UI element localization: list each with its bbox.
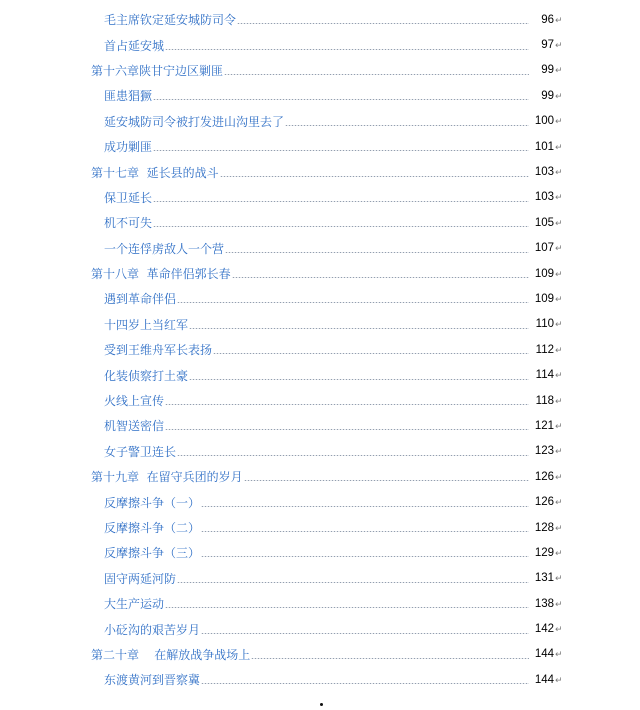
paragraph-mark-icon: ↵ <box>555 472 563 483</box>
toc-entry-section[interactable] <box>0 236 640 261</box>
toc-page-number: 126 <box>534 470 554 483</box>
toc-title: 一个连俘虏敌人一个营 <box>104 241 225 256</box>
paragraph-mark-icon: ↵ <box>555 91 563 102</box>
toc-title: 反摩擦斗争（三） <box>104 546 201 561</box>
paragraph-mark-icon: ↵ <box>555 675 563 686</box>
toc-entry-section[interactable] <box>0 210 640 235</box>
toc-entry-section[interactable] <box>0 388 640 413</box>
toc-title: 第十七章 延长县的战斗 <box>91 165 219 180</box>
toc-page-number: 138 <box>534 597 554 610</box>
dot-leader <box>153 99 529 100</box>
toc-entry-chapter[interactable] <box>0 261 640 286</box>
toc-title: 延安城防司令被打发进山沟里去了 <box>104 114 285 129</box>
dot-leader <box>224 74 529 75</box>
toc-page-number: 96 <box>541 13 554 26</box>
paragraph-mark-icon: ↵ <box>555 15 563 26</box>
toc-title: 保卫延长 <box>104 190 153 205</box>
toc-entry-section[interactable] <box>0 185 640 210</box>
dot-leader <box>201 506 529 507</box>
toc-entry-section[interactable] <box>0 591 640 616</box>
toc-page-number: 99 <box>541 89 554 102</box>
table-of-contents <box>0 7 640 693</box>
paragraph-mark-icon: ↵ <box>555 66 563 77</box>
dot-leader <box>165 404 529 405</box>
toc-title: 第十八章 革命伴侣郭长春 <box>91 267 231 282</box>
toc-title: 火线上宣传 <box>104 394 165 409</box>
toc-entry-section[interactable] <box>0 83 640 108</box>
toc-entry-section[interactable] <box>0 515 640 540</box>
toc-title: 反摩擦斗争（二） <box>104 521 201 535</box>
toc-entry-section[interactable] <box>0 489 640 514</box>
toc-title: 毛主席钦定延安城防司令 <box>104 13 237 28</box>
toc-page-number: 128 <box>534 521 554 534</box>
toc-page-number: 121 <box>534 419 554 432</box>
toc-entry-section[interactable] <box>0 134 640 159</box>
paragraph-mark-icon: ↵ <box>555 371 563 382</box>
toc-title: 第十六章陕甘宁边区剿匪 <box>91 63 224 78</box>
toc-title: 机不可失 <box>104 216 153 231</box>
paragraph-mark-icon: ↵ <box>555 396 563 407</box>
toc-entry-section[interactable] <box>0 362 640 387</box>
toc-entry-section[interactable] <box>0 439 640 464</box>
toc-entry-chapter[interactable] <box>0 464 640 489</box>
dot-leader <box>237 23 529 24</box>
toc-title: 大生产运动 <box>104 597 165 612</box>
toc-entry-section[interactable] <box>0 413 640 438</box>
paragraph-mark-icon: ↵ <box>555 269 563 280</box>
toc-page-number: 109 <box>534 292 554 305</box>
toc-page-number: 107 <box>534 242 554 255</box>
toc-title: 成功剿匪 <box>104 140 153 155</box>
toc-title: 首占延安城 <box>104 38 165 53</box>
toc-title: 匪患猖獗 <box>104 89 153 104</box>
toc-entry-section[interactable] <box>0 667 640 692</box>
toc-entry-section[interactable] <box>0 109 640 134</box>
paragraph-mark-icon: ↵ <box>555 193 563 204</box>
dot-leader <box>189 328 529 329</box>
toc-entry-section[interactable] <box>0 616 640 641</box>
toc-entry-chapter[interactable] <box>0 159 640 184</box>
toc-entry-section[interactable] <box>0 286 640 311</box>
paragraph-mark-icon: ↵ <box>555 320 563 331</box>
toc-page-number: 103 <box>534 191 554 204</box>
toc-page-number: 103 <box>534 166 554 179</box>
dot-leader <box>153 201 529 202</box>
dot-leader <box>244 480 529 481</box>
dot-leader <box>165 429 529 430</box>
dot-leader <box>189 379 529 380</box>
toc-page-number: 123 <box>534 445 554 458</box>
dot-leader <box>177 302 529 303</box>
dot-leader <box>220 176 529 177</box>
toc-page-number: 114 <box>535 369 554 382</box>
paragraph-mark-icon: ↵ <box>555 599 563 610</box>
toc-title: 小砭沟的艰苦岁月 <box>104 622 201 637</box>
toc-page-number: 99 <box>541 64 554 77</box>
paragraph-mark-icon: ↵ <box>555 142 563 153</box>
toc-page-number: 109 <box>534 267 554 280</box>
toc-page-number: 97 <box>541 39 554 52</box>
toc-page-number: 100 <box>534 115 554 128</box>
toc-title: 固守两延河防 <box>104 571 177 586</box>
toc-title: 第二十章 在解放战争战场上 <box>91 647 251 662</box>
page-bottom-dot <box>320 703 323 706</box>
paragraph-mark-icon: ↵ <box>555 345 563 356</box>
toc-page-number: 142 <box>534 623 554 636</box>
dot-leader <box>165 607 529 608</box>
toc-title: 反摩擦斗争（一） <box>104 495 201 510</box>
toc-entry-chapter[interactable] <box>0 642 640 667</box>
paragraph-mark-icon: ↵ <box>555 650 563 661</box>
dot-leader <box>285 125 529 126</box>
toc-title: 女子警卫连长 <box>104 444 177 459</box>
paragraph-mark-icon: ↵ <box>555 498 563 509</box>
dot-leader <box>201 633 529 634</box>
toc-page-number: 129 <box>534 546 554 559</box>
paragraph-mark-icon: ↵ <box>555 523 563 534</box>
paragraph-mark-icon: ↵ <box>555 294 563 305</box>
toc-page-number: 118 <box>535 394 554 407</box>
dot-leader <box>165 49 529 50</box>
dot-leader <box>177 455 529 456</box>
paragraph-mark-icon: ↵ <box>555 218 563 229</box>
toc-title: 受到王维舟军长表扬 <box>104 343 213 358</box>
toc-title: 十四岁上当红军 <box>104 317 189 332</box>
dot-leader <box>232 277 529 278</box>
toc-entry-section[interactable] <box>0 566 640 591</box>
toc-page-number: 131 <box>534 572 554 585</box>
toc-title: 第十九章 在留守兵团的岁月 <box>91 470 243 485</box>
paragraph-mark-icon: ↵ <box>555 41 563 52</box>
toc-entry-section[interactable] <box>0 7 640 32</box>
toc-page-number: 110 <box>535 318 554 331</box>
toc-page-number: 144 <box>534 648 554 661</box>
dot-leader <box>201 556 529 557</box>
paragraph-mark-icon: ↵ <box>555 548 563 559</box>
paragraph-mark-icon: ↵ <box>555 168 563 179</box>
toc-title: 遇到革命伴侣 <box>104 292 177 307</box>
toc-page-number: 101 <box>534 140 554 153</box>
toc-page-number: 144 <box>534 673 554 686</box>
paragraph-mark-icon: ↵ <box>555 117 563 128</box>
dot-leader <box>225 252 529 253</box>
toc-entry-chapter[interactable] <box>0 58 640 83</box>
toc-title: 机智送密信 <box>104 419 165 434</box>
dot-leader <box>153 150 529 151</box>
paragraph-mark-icon: ↵ <box>555 447 563 458</box>
toc-page-number: 112 <box>535 343 554 356</box>
paragraph-mark-icon: ↵ <box>555 625 563 636</box>
toc-entry-section[interactable] <box>0 337 640 362</box>
toc-entry-section[interactable] <box>0 312 640 337</box>
dot-leader <box>213 353 529 354</box>
paragraph-mark-icon: ↵ <box>555 244 563 255</box>
toc-title: 东渡黄河到晋察冀 <box>104 673 201 688</box>
toc-entry-section[interactable] <box>0 32 640 57</box>
dot-leader <box>201 531 529 532</box>
toc-page-number: 126 <box>534 496 554 509</box>
dot-leader <box>251 658 529 659</box>
dot-leader <box>153 226 529 227</box>
toc-title: 化装侦察打土豪 <box>104 368 189 383</box>
toc-entry-section[interactable] <box>0 540 640 565</box>
dot-leader <box>177 582 529 583</box>
toc-page-number: 105 <box>534 216 554 229</box>
dot-leader <box>201 683 529 684</box>
paragraph-mark-icon: ↵ <box>555 421 563 432</box>
paragraph-mark-icon: ↵ <box>555 574 563 585</box>
